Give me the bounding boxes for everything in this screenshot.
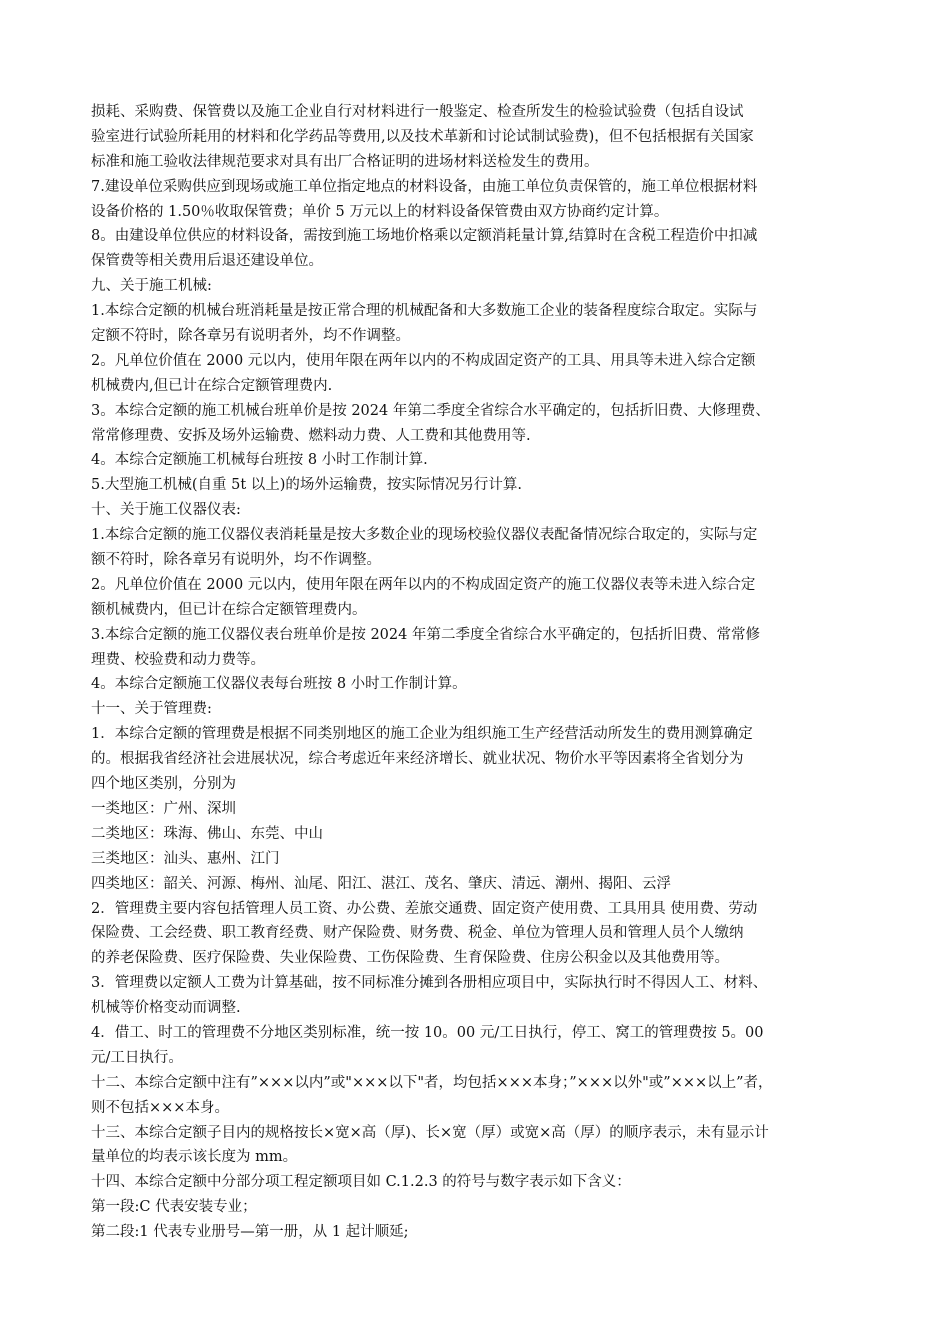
text-line: 的。根据我省经济社会进展状况，综合考虑近年来经济增长、就业状况、物价水平等因素将全省划分为 xyxy=(91,751,744,768)
text-line: 九、关于施工机械: xyxy=(91,278,212,295)
text-line: 2。凡单位价值在 2000 元以内，使用年限在两年以内的不构成固定资产的施工仪器仪表等未进入综合定 xyxy=(91,576,756,593)
text-line: 机械等价格变动而调整. xyxy=(91,1000,241,1017)
text-line: 1.本综合定额的机械台班消耗量是按正常合理的机械配备和大多数施工企业的装备程度综合取定。实际与 xyxy=(91,303,758,320)
text-line: 十三、本综合定额子目内的规格按长×宽×高（厚)、长×宽（厚）或宽×高（厚）的顺序表示，未有显示计 xyxy=(91,1124,769,1141)
text-line: 定额不符时，除各章另有说明者外，均不作调整。 xyxy=(91,328,410,345)
text-line: 4。本综合定额施工机械每台班按 8 小时工作制计算. xyxy=(91,452,428,469)
text-line: 四类地区：韶关、河源、梅州、汕尾、阳江、湛江、茂名、肇庆、清远、潮州、揭阳、云浮 xyxy=(91,875,671,892)
text-line: 三类地区：汕头、惠州、江门 xyxy=(91,850,280,867)
text-line: 4．借工、时工的管理费不分地区类别标准，统一按 10。00 元/工日执行，停工、窝工的管理费按 5。00 xyxy=(91,1024,764,1041)
text-line: 一类地区：广州、深圳 xyxy=(91,800,236,817)
text-line: 则不包括×××本身。 xyxy=(91,1099,229,1116)
text-line: 十一、关于管理费: xyxy=(91,701,212,718)
text-line: 二类地区：珠海、佛山、东莞、中山 xyxy=(91,825,323,842)
text-line: 保险费、工会经费、职工教育经费、财产保险费、财务费、税金、单位为管理人员和管理人员个人缴纳 xyxy=(91,925,744,942)
text-line: 8。由建设单位供应的材料设备，需按到施工场地价格乘以定额消耗量计算,结算时在含税工程造价中扣减 xyxy=(91,228,758,245)
text-line: 3．管理费以定额人工费为计算基础，按不同标准分摊到各册相应项目中，实际执行时不得因人工、材料、 xyxy=(91,975,768,992)
text-line: 损耗、采购费、保管费以及施工企业自行对材料进行一般鉴定、检查所发生的检验试验费（包括自设试 xyxy=(91,104,744,120)
text-line: 验室进行试验所耗用的材料和化学药品等费用,以及技术革新和讨论试制试验费)，但不包括根据有关国家 xyxy=(91,128,754,145)
text-line: 3。本综合定额的施工机械台班单价是按 2024 年第二季度全省综合水平确定的，包括折旧费、大修理费、 xyxy=(91,402,770,419)
text-line: 额不符时，除各章另有说明外，均不作调整。 xyxy=(91,552,381,569)
text-line: 设备价格的 1.50％收取保管费；单价 5 万元以上的材料设备保管费由双方协商约定计算。 xyxy=(91,203,669,220)
text-line: 常常修理费、安拆及场外运输费、燃料动力费、人工费和其他费用等. xyxy=(91,427,531,444)
text-line: 1．本综合定额的管理费是根据不同类别地区的施工企业为组织施工生产经营活动所发生的费用测算确定 xyxy=(91,726,753,743)
text-line: 额机械费内，但已计在综合定额管理费内。 xyxy=(91,601,367,618)
text-line: 四个地区类别，分别为 xyxy=(91,776,236,793)
text-line: 第一段:C 代表安装专业； xyxy=(91,1199,257,1216)
text-line: 的养老保险费、医疗保险费、失业保险费、工伤保险费、生育保险费、住房公积金以及其他费用等。 xyxy=(91,950,729,967)
text-line: 十二、本综合定额中注有”×××以内”或"×××以下"者，均包括×××本身；”×××以外"或”×××以上”者， xyxy=(91,1074,773,1091)
text-line: 5.大型施工机械(自重 5t 以上)的场外运输费，按实际情况另行计算. xyxy=(91,477,523,494)
text-line: 理费、校验费和动力费等。 xyxy=(91,651,265,668)
text-line: 1.本综合定额的施工仪器仪表消耗量是按大多数企业的现场校验仪器仪表配备情况综合取定的，实际与定 xyxy=(91,527,758,544)
text-line: 量单位的均表示该长度为 mm。 xyxy=(91,1149,298,1166)
text-line: 3.本综合定额的施工仪器仪表台班单价是按 2024 年第二季度全省综合水平确定的，包括折旧费、常常修 xyxy=(91,626,760,643)
text-line: 十四、本综合定额中分部分项工程定额项目如 C.1.2.3 的符号与数字表示如下含义： xyxy=(91,1174,631,1191)
text-line: 2。凡单位价值在 2000 元以内，使用年限在两年以内的不构成固定资产的工具、用具等未进入综合定额 xyxy=(91,352,756,369)
text-line: 第二段:1 代表专业册号—第一册，从 1 起计顺延; xyxy=(91,1224,409,1241)
text-line: 十、关于施工仪器仪表: xyxy=(91,502,241,519)
text-line: 4。本综合定额施工仪器仪表每台班按 8 小时工作制计算。 xyxy=(91,676,467,693)
text-line: 7.建设单位采购供应到现场或施工单位指定地点的材料设备，由施工单位负责保管的，施工单位根据材料 xyxy=(91,178,758,195)
text-line: 2．管理费主要内容包括管理人员工资、办公费、差旅交通费、固定资产使用费、工具用具 使用费、劳动 xyxy=(91,900,758,917)
text-line: 机械费内,但已计在综合定额管理费内. xyxy=(91,377,333,394)
text-line: 标准和施工验收法律规范要求对具有出厂合格证明的进场材料送检发生的费用。 xyxy=(91,153,599,170)
text-line: 元/工日执行。 xyxy=(91,1049,183,1066)
text-line: 保管费等相关费用后退还建设单位。 xyxy=(91,253,323,270)
